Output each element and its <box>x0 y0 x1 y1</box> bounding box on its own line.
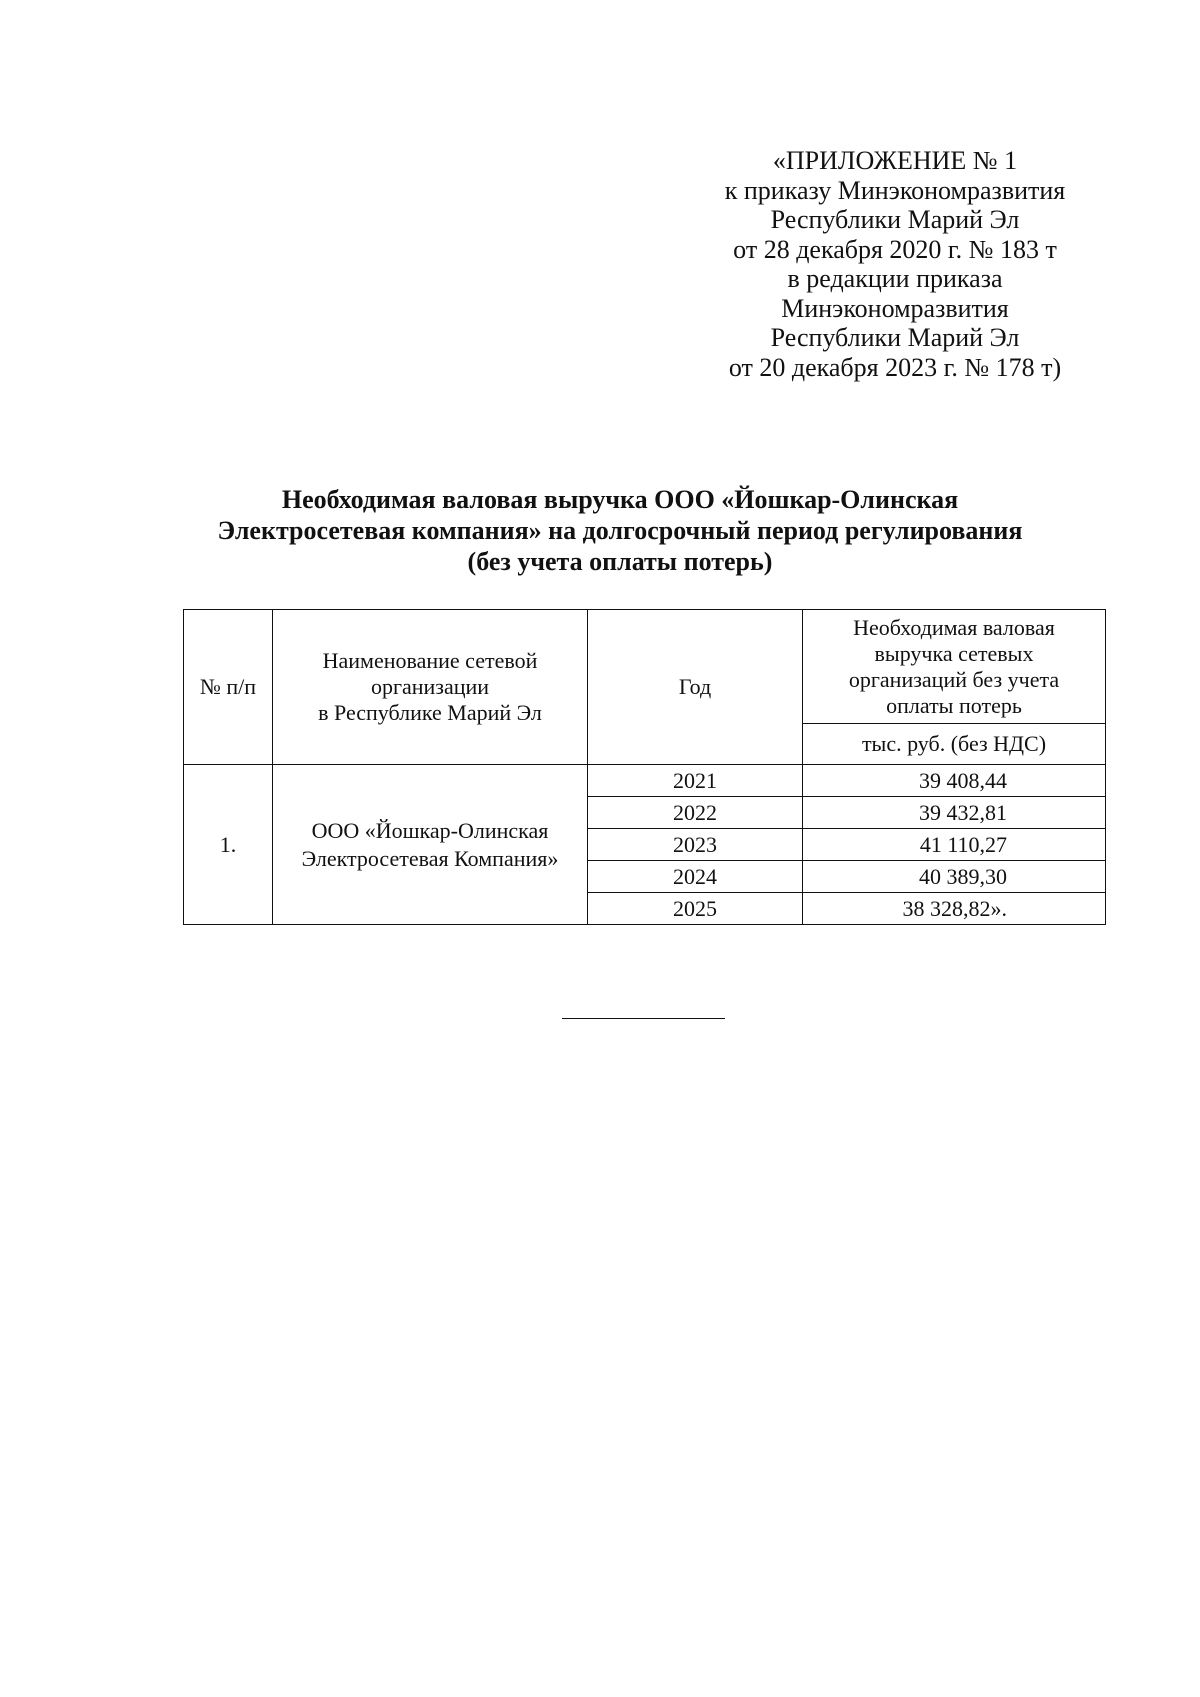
year-cell: 2021 <box>588 765 803 797</box>
table-row <box>184 765 1106 797</box>
title-line: Электросетевая компания» на долгосрочный период регулирования <box>217 516 1023 545</box>
header-revenue <box>803 610 1106 724</box>
title-line: Необходимая валовая выручка ООО «Йошкар-Олинская <box>281 485 959 514</box>
header-unit: тыс. руб. (без НДС) <box>803 724 1106 765</box>
end-of-document-divider <box>562 1018 725 1019</box>
revenue-value-cell: 39 432,81 <box>803 797 1106 829</box>
header-revenue-line: выручка сетевых <box>874 640 1034 666</box>
appendix-header <box>680 146 1110 382</box>
header-name-line: в Республике Марий Эл <box>318 700 542 725</box>
year-cell: 2023 <box>588 829 803 861</box>
appendix-line: к приказу Минэкономразвития <box>724 175 1066 205</box>
header-revenue-line: организаций без учета <box>848 666 1060 692</box>
row-organization <box>273 765 588 925</box>
header-year: Год <box>588 610 803 765</box>
org-name-line: ООО «Йошкар-Олинская <box>311 817 549 843</box>
document-title <box>160 484 1080 577</box>
header-number: № п/п <box>184 610 273 765</box>
revenue-value-cell: 41 110,27 <box>803 829 1106 861</box>
year-cell: 2024 <box>588 861 803 893</box>
year-cell: 2022 <box>588 797 803 829</box>
header-name-line: организации <box>370 674 490 699</box>
revenue-value-cell: 40 389,30 <box>803 861 1106 893</box>
revenue-table <box>183 609 1106 925</box>
header-revenue-line: Необходимая валовая <box>853 614 1055 640</box>
row-number: 1. <box>184 765 273 925</box>
appendix-line: Республики Марий Эл <box>770 205 1020 234</box>
org-name-line: Электросетевая Компания» <box>301 845 559 871</box>
appendix-line: Республики Марий Эл <box>770 323 1020 352</box>
year-cell: 2025 <box>588 893 803 925</box>
header-organization-name <box>273 610 588 765</box>
revenue-value-cell: 39 408,44 <box>803 765 1106 797</box>
table-header-row <box>184 610 1106 724</box>
appendix-line: от 20 декабря 2023 г. № 178 т) <box>728 352 1062 382</box>
appendix-line: Минэкономразвития <box>781 293 1009 323</box>
title-line: (без учета оплаты потерь) <box>467 547 773 576</box>
appendix-line: в редакции приказа <box>787 264 1003 293</box>
appendix-line: «ПРИЛОЖЕНИЕ № 1 <box>772 146 1018 175</box>
appendix-line: от 28 декабря 2020 г. № 183 т <box>733 234 1057 264</box>
revenue-value-cell: 38 328,82». <box>803 893 1106 925</box>
header-name-line: Наименование сетевой <box>322 648 538 673</box>
header-revenue-line: оплаты потерь <box>886 692 1022 718</box>
